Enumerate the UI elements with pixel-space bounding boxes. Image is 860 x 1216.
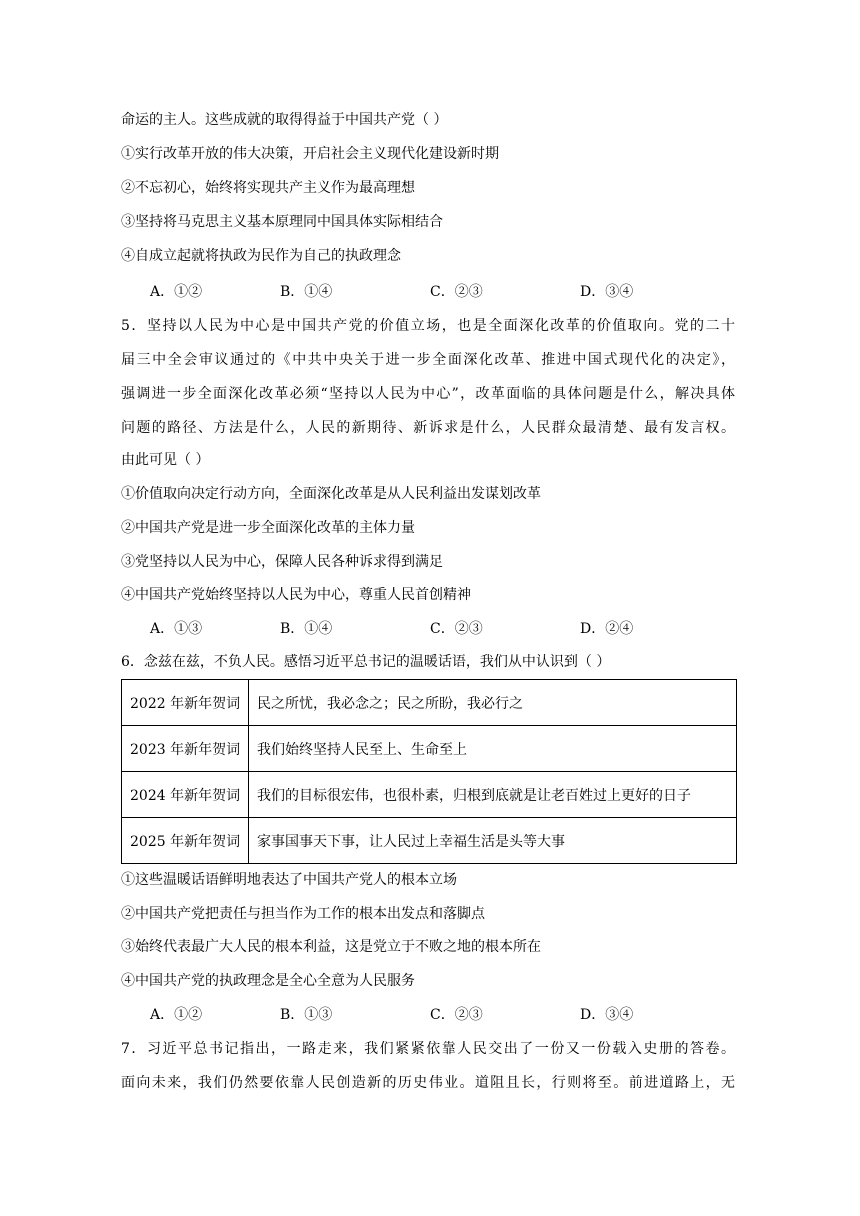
table-row [122,818,737,864]
q4-option-a: A．①② [150,284,203,300]
q5-stem-line-3: 强调进一步全面深化改革必须“坚持以人民为中心”，改革面临的具体问题是什么，解决具体 [121,386,735,402]
q7-stem-line-1: 7．习近平总书记指出，一路走来，我们紧紧依靠人民交出了一份又一份载入史册的答卷。 [121,1041,735,1057]
table-cell-year: 2025 年新年贺词 [122,818,249,864]
table-row [122,680,737,726]
q6-item-2: ②中国共产党把责任与担当作为工作的根本出发点和落脚点 [121,906,485,922]
q6-item-1: ①这些温暖话语鲜明地表达了中国共产党人的根本立场 [121,872,457,888]
q6-item-3: ③始终代表最广大人民的根本利益，这是党立于不败之地的根本所在 [121,939,541,955]
table-cell-year: 2024 年新年贺词 [122,772,249,818]
q5-option-b: B．①④ [280,621,333,637]
q4-option-d: D．③④ [580,284,634,300]
table-cell-year: 2022 年新年贺词 [122,680,249,726]
q6-item-4: ④中国共产党的执政理念是全心全意为人民服务 [121,973,415,989]
q5-item-2: ②中国共产党是进一步全面深化改革的主体力量 [121,520,415,536]
q5-stem-line-2: 届三中全会审议通过的《中共中央关于进一步全面深化改革、推进中国式现代化的决定》， [121,352,735,368]
q4-option-c: C．②③ [430,284,483,300]
table-cell-quote: 家事国事天下事，让人民过上幸福生活是头等大事 [249,818,737,864]
q5-option-c: C．②③ [430,621,483,637]
q4-item-3: ③坚持将马克思主义基本原理同中国具体实际相结合 [121,214,443,230]
q5-option-d: D．②④ [580,621,634,637]
q5-stem-line-1: 5．坚持以人民为中心是中国共产党的价值立场，也是全面深化改革的价值取向。党的二十 [121,318,735,334]
q5-item-3: ③党坚持以人民为中心，保障人民各种诉求得到满足 [121,554,443,570]
q5-stem-line-5: 由此可见（ ） [121,452,210,468]
table-row [122,726,737,772]
table-row [122,772,737,818]
table-cell-quote: 民之所忧，我必念之；民之所盼，我必行之 [249,680,737,726]
q5-item-1: ①价值取向决定行动方向，全面深化改革是从人民利益出发谋划改革 [121,486,541,502]
q5-stem-line-4: 问题的路径、方法是什么，人民的新期待、新诉求是什么，人民群众最清楚、最有发言权。 [121,420,735,436]
q6-quote-table [121,679,737,864]
q4-option-b: B．①④ [280,284,333,300]
table-cell-quote: 我们的目标很宏伟，也很朴素，归根到底就是让老百姓过上更好的日子 [249,772,737,818]
q5-item-4: ④中国共产党始终坚持以人民为中心，尊重人民首创精神 [121,587,471,603]
q4-item-4: ④自成立起就将执政为民作为自己的执政理念 [121,248,401,264]
q6-option-d: D．③④ [580,1007,634,1023]
q4-stem-end: 命运的主人。这些成就的取得得益于中国共产党（ ） [121,112,448,128]
q6-stem: 6．念兹在兹，不负人民。感悟习近平总书记的温暖话语，我们从中认识到（ ） [121,654,611,670]
q4-item-2: ②不忘初心，始终将实现共产主义作为最高理想 [121,180,415,196]
q5-option-a: A．①③ [150,621,203,637]
q6-option-b: B．①③ [280,1007,333,1023]
table-cell-year: 2023 年新年贺词 [122,726,249,772]
q6-option-a: A．①② [150,1007,203,1023]
q4-item-1: ①实行改革开放的伟大决策，开启社会主义现代化建设新时期 [121,146,499,162]
table-cell-quote: 我们始终坚持人民至上、生命至上 [249,726,737,772]
q6-option-c: C．②③ [430,1007,483,1023]
q7-stem-line-2: 面向未来，我们仍然要依靠人民创造新的历史伟业。道阻且长，行则将至。前进道路上，无 [121,1075,735,1091]
